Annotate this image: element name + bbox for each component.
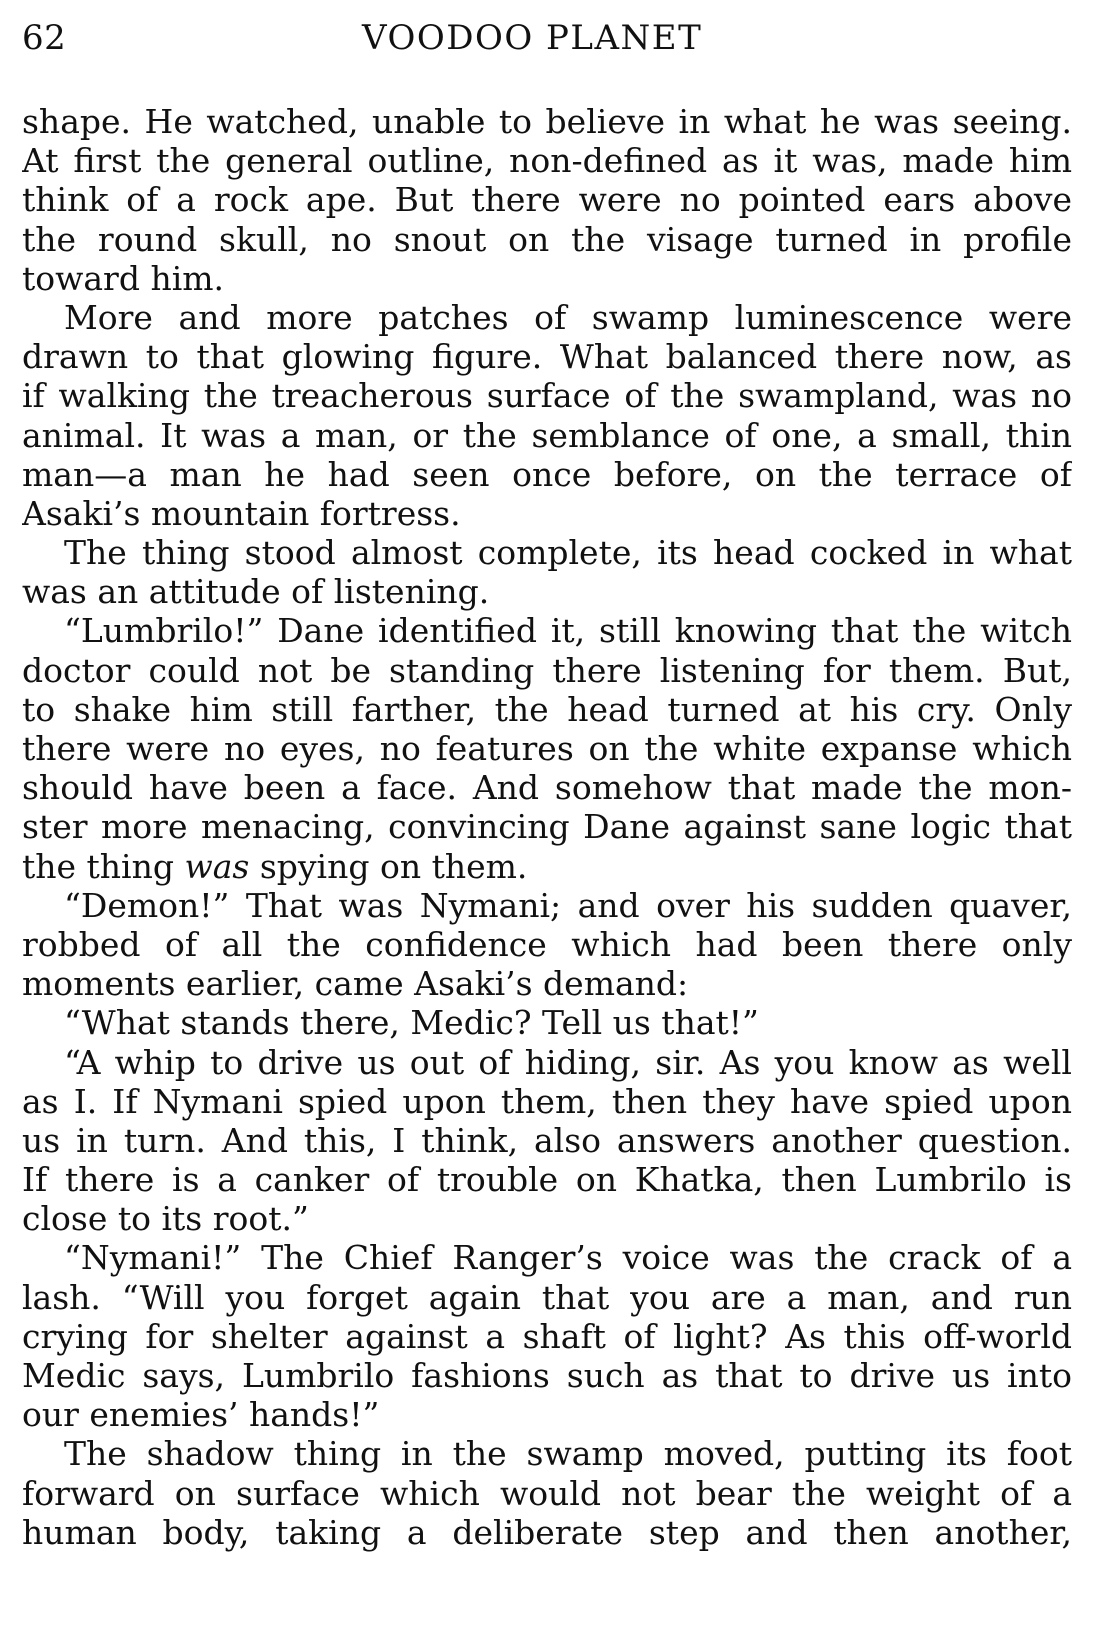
text-line: human body, taking a deliberate step and then another, bbox=[22, 1512, 1072, 1552]
text-line: If there is a canker of trouble on Khatka, then Lumbrilo is bbox=[22, 1160, 1072, 1200]
page-number: 62 bbox=[22, 18, 67, 58]
text-line: man—a man he had seen once before, on the terrace of bbox=[22, 454, 1072, 494]
text-line: Asaki’s mountain fortress. bbox=[22, 493, 461, 533]
emphasized-word: was bbox=[184, 846, 250, 886]
text-line: “A whip to drive us out of hiding, sir. As you know as well bbox=[64, 1042, 1072, 1082]
text-line: lash. “Will you forget again that you are a man, and run bbox=[22, 1277, 1072, 1317]
text-line: forward on surface which would not bear the weight of a bbox=[22, 1473, 1072, 1513]
text-line: us in turn. And this, I think, also answers another question. bbox=[22, 1120, 1072, 1160]
text-line: as I. If Nymani spied upon them, then they have spied upon bbox=[22, 1081, 1072, 1121]
text-line: our enemies’ hands!” bbox=[22, 1395, 380, 1435]
text-line: “Nymani!” The Chief Ranger’s voice was the crack of a bbox=[64, 1238, 1072, 1278]
running-title: VOODOO PLANET bbox=[362, 18, 703, 58]
text-line: crying for shelter against a shaft of light? As this off-world bbox=[22, 1316, 1072, 1356]
text-line: if walking the treacherous surface of the swampland, was no bbox=[22, 376, 1072, 416]
text-line: More and more patches of swamp luminescence were bbox=[64, 297, 1072, 337]
text-line: “Lumbrilo!” Dane identified it, still knowing that the witch bbox=[64, 611, 1072, 651]
text-line: drawn to that glowing figure. What balanced there now, as bbox=[22, 337, 1072, 377]
text-segment: the thing bbox=[22, 846, 185, 886]
text-line: Medic says, Lumbrilo fashions such as that to drive us into bbox=[22, 1356, 1072, 1395]
page-header bbox=[22, 14, 1072, 62]
text-line: “What stands there, Medic? Tell us that!” bbox=[64, 1003, 759, 1043]
text-line: was an attitude of listening. bbox=[22, 572, 490, 612]
body-text bbox=[22, 102, 1072, 1552]
text-line: ster more menacing, convincing Dane against sane logic that bbox=[22, 807, 1072, 847]
text-line: shape. He watched, unable to believe in what he was seeing. bbox=[22, 102, 1072, 141]
text-segment: spying on them. bbox=[249, 846, 528, 886]
text-line: At first the general outline, non-defined as it was, made him bbox=[22, 141, 1072, 181]
text-line: “Demon!” That was Nymani; and over his sudden quaver, bbox=[64, 885, 1072, 925]
text-line: The shadow thing in the swamp moved, putting its foot bbox=[64, 1434, 1072, 1474]
text-line: toward him. bbox=[22, 258, 225, 298]
text-line: animal. It was a man, or the semblance of one, a small, thin bbox=[22, 415, 1072, 455]
text-line: should have been a face. And somehow that made the mon- bbox=[22, 768, 1072, 808]
text-line: close to its root.” bbox=[22, 1199, 309, 1239]
text-line: the round skull, no snout on the visage turned in profile bbox=[22, 219, 1072, 259]
text-line: there were no eyes, no features on the white expanse which bbox=[22, 729, 1072, 768]
text-line: think of a rock ape. But there were no pointed ears above bbox=[22, 180, 1072, 220]
text-line: to shake him still farther, the head turned at his cry. Only bbox=[22, 689, 1072, 729]
text-line: The thing stood almost complete, its head cocked in what bbox=[64, 533, 1072, 573]
text-line bbox=[22, 847, 1072, 886]
text-line: robbed of all the confidence which had been there only bbox=[22, 924, 1072, 964]
text-line: moments earlier, came Asaki’s demand: bbox=[22, 964, 689, 1004]
text-line: doctor could not be standing there listening for them. But, bbox=[22, 650, 1072, 690]
